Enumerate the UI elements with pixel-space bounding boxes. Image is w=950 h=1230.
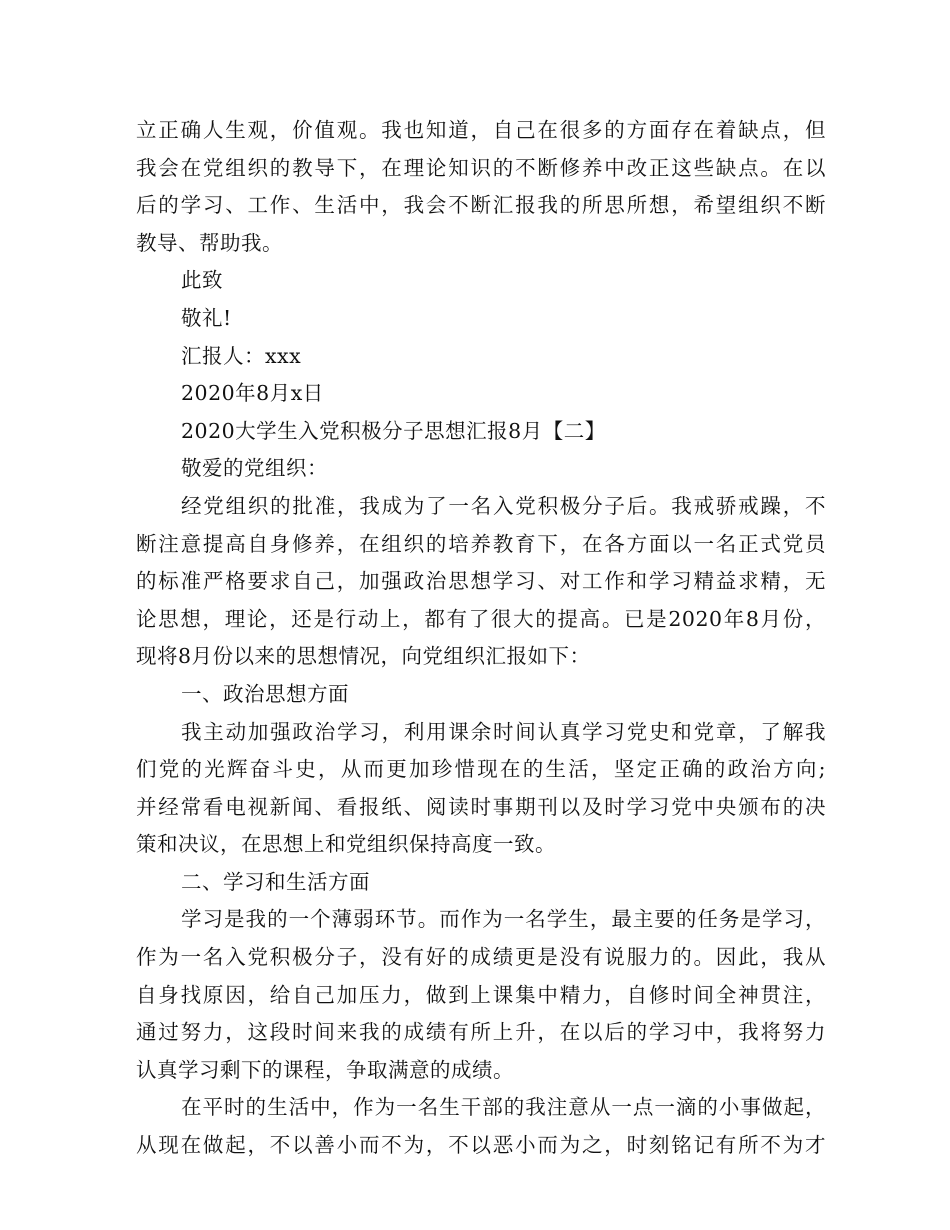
text-line: 经党组织的批准，我成为了一名入党积极分子后。我戒骄戒躁，不 [181, 493, 826, 518]
text-line: 并经常看电视新闻、看报纸、阅读时事期刊以及时学习党中央颁布的决 [136, 794, 826, 819]
text-line: 论思想，理论，还是行动上，都有了很大的提高。已是2020年8月份， [136, 606, 826, 631]
text-line: 一、政治思想方面 [181, 681, 349, 706]
text-line: 认真学习剩下的课程，争取满意的成绩。 [136, 1057, 514, 1082]
text-line: 从现在做起，不以善小而不为，不以恶小而为之，时刻铭记有所不为才 [136, 1133, 826, 1158]
text-line: 二、学习和生活方面 [181, 869, 370, 894]
text-line: 通过努力，这段时间来我的成绩有所上升，在以后的学习中，我将努力 [136, 1020, 826, 1045]
text-line: 们党的光辉奋斗史，从而更加珍惜现在的生活，坚定正确的政治方向; [136, 757, 826, 782]
text-line: 敬礼! [181, 305, 232, 330]
text-line: 教导、帮助我。 [136, 230, 283, 255]
text-line: 后的学习、工作、生活中，我会不断汇报我的所思所想，希望组织不断 [136, 193, 826, 218]
text-line: 我会在党组织的教导下，在理论知识的不断修养中改正这些缺点。在以 [136, 155, 826, 180]
text-line: 自身找原因，给自己加压力，做到上课集中精力，自修时间全神贯注， [136, 982, 826, 1007]
text-line: 学习是我的一个薄弱环节。而作为一名学生，最主要的任务是学习， [181, 907, 826, 932]
text-line: 汇报人：xxx [181, 343, 302, 368]
text-line: 作为一名入党积极分子，没有好的成绩更是没有说服力的。因此，我从 [136, 945, 826, 970]
text-line: 我主动加强政治学习，利用课余时间认真学习党史和党章，了解我 [181, 719, 826, 744]
text-line: 敬爱的党组织： [181, 456, 328, 481]
text-line: 现将8月份以来的思想情况，向党组织汇报如下： [136, 644, 591, 669]
text-line: 2020年8月x日 [181, 381, 324, 406]
text-line: 2020大学生入党积极分子思想汇报8月【二】 [181, 418, 606, 443]
text-line: 策和决议，在思想上和党组织保持高度一致。 [136, 832, 556, 857]
text-line: 在平时的生活中，作为一名生干部的我注意从一点一滴的小事做起， [181, 1095, 826, 1120]
text-line: 的标准严格要求自己，加强政治思想学习、对工作和学习精益求精，无 [136, 569, 826, 594]
text-line: 此致 [181, 268, 223, 293]
text-line: 立正确人生观，价值观。我也知道，自己在很多的方面存在着缺点，但 [136, 118, 826, 142]
document-body [136, 112, 826, 1165]
text-line: 断注意提高自身修养，在组织的培养教育下，在各方面以一名正式党员 [136, 531, 826, 556]
